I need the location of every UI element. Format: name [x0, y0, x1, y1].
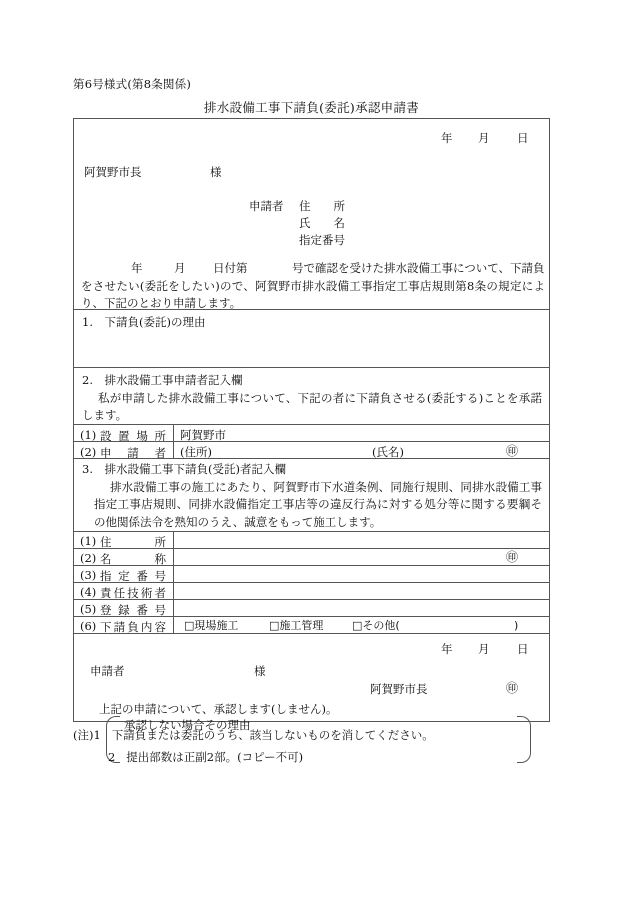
section1-heading: 1. 下請負(委託)の理由 — [82, 315, 206, 329]
s3-row2-value[interactable] — [180, 551, 480, 564]
s3-row2-seal-icon: ㊞ — [506, 550, 519, 564]
checkbox-other-close-paren: ) — [514, 619, 519, 632]
s3-row2-label: 名 称 — [100, 552, 166, 566]
s2-row2-label: 申 請 者 — [100, 446, 166, 460]
divider-section3-top — [74, 458, 549, 459]
s3-row4-number: (4) — [80, 585, 97, 599]
divider-s3-label-column — [173, 531, 174, 616]
approval-mayor-seal-icon: ㊞ — [506, 681, 519, 695]
approval-date-month: 月 — [478, 642, 490, 656]
form-outer-frame — [73, 118, 550, 732]
s2-row2-address-field[interactable]: (住所) — [180, 445, 212, 459]
s2-row1-label: 設 置 場 所 — [100, 429, 166, 443]
applicant-field-designation-number: 指定番号 — [299, 233, 345, 247]
s3-row3-label: 指 定 番 号 — [100, 569, 166, 583]
confirm-month: 月 — [174, 261, 186, 275]
divider-s3-row2-top — [74, 548, 549, 549]
approval-mayor: 阿賀野市長 — [370, 682, 428, 696]
divider-section2-top — [74, 367, 549, 368]
s3-row6-label: 下 請 負 内 容 — [100, 620, 166, 634]
note-2-text: 提出部数は正副2部。(コピー不可) — [126, 750, 304, 764]
s2-row2-seal-icon: ㊞ — [506, 444, 519, 458]
applicant-label: 申請者 — [249, 199, 284, 213]
s3-row5-label: 登 録 番 号 — [100, 603, 166, 617]
divider-section1-top — [74, 309, 549, 310]
approval-applicant-honorific: 様 — [254, 664, 266, 678]
bracket-right-icon — [517, 716, 531, 763]
approval-applicant-label: 申請者 — [90, 664, 125, 678]
header-date-month: 月 — [478, 131, 490, 145]
note-2 — [108, 749, 303, 765]
section2-heading: 2. 排水設備工事申請者記入欄 — [82, 373, 243, 387]
divider-s3-row5-top — [74, 599, 549, 600]
header-date-day: 日 — [517, 131, 529, 145]
checkbox-construction-management-label: 施工管理 — [279, 619, 324, 632]
divider-s2-row2-top — [74, 441, 549, 442]
s3-row3-value[interactable] — [180, 568, 540, 581]
s3-row5-number: (5) — [80, 602, 97, 616]
s3-row4-label: 責 任 技 術 者 — [100, 586, 166, 600]
divider-s3-row4-top — [74, 582, 549, 583]
applicant-field-address: 住 所 — [299, 199, 345, 213]
section2-body: 私が申請した排水設備工事について、下記の者に下請負させる(委託する)ことを承諾します。 — [82, 391, 542, 423]
note-1-marker: (注)1 — [73, 728, 101, 742]
section3-heading: 3. 排水設備工事下請負(受託)者記入欄 — [82, 462, 286, 476]
header-date-year: 年 — [441, 131, 453, 145]
s3-row1-number: (1) — [80, 534, 97, 548]
divider-s3-row6-top — [74, 616, 549, 617]
divider-s3-label-column-row6 — [173, 616, 174, 633]
approval-date-year: 年 — [441, 642, 453, 656]
header-addressee: 阿賀野市長 — [84, 165, 142, 179]
s3-row1-value[interactable] — [180, 534, 540, 547]
applicant-field-name: 氏 名 — [299, 216, 345, 230]
confirm-number-suffix: 号で確認を受けた排水設備工事について、下請負 — [292, 261, 545, 275]
note-1 — [73, 727, 434, 743]
divider-s2-row1-top — [74, 424, 549, 425]
form-code: 第6号様式(第8条関係) — [73, 77, 192, 91]
confirm-year: 年 — [131, 261, 143, 275]
header-addressee-honorific: 様 — [210, 165, 222, 179]
document-title: 排水設備工事下請負(委託)承認申請書 — [203, 100, 420, 115]
checkbox-onsite-construction-box: □ — [184, 619, 195, 632]
s3-row4-value[interactable] — [180, 585, 540, 598]
divider-s3-row1-top — [74, 531, 549, 532]
checkbox-construction-management-box: □ — [269, 619, 280, 632]
note-2-marker: 2 — [108, 750, 116, 764]
confirm-day-number: 日付第 — [213, 261, 248, 275]
s3-row3-number: (3) — [80, 568, 97, 582]
s2-row2-name-field[interactable]: (氏名) — [372, 445, 404, 459]
checkbox-other-label: その他( — [362, 619, 400, 632]
approval-date-day: 日 — [517, 642, 529, 656]
checkbox-onsite-construction[interactable] — [184, 619, 238, 634]
note-1-text: 下請負または委託のうち、該当しないものを消してください。 — [111, 728, 434, 742]
s2-row2-number: (2) — [80, 445, 97, 459]
s3-row6-number: (6) — [80, 619, 97, 633]
section1-reason-input[interactable] — [82, 335, 537, 365]
checkbox-onsite-construction-label: 現場施工 — [194, 619, 239, 632]
header-body-text: をさせたい(委託をしたい)ので、阿賀野市排水設備工事指定工事店規則第8条の規定により、下記のとおり申請します。 — [81, 279, 545, 311]
section3-body: 排水設備工事の施工にあたり、阿賀野市下水道条例、同施行規則、同排水設備工事指定工事店規則、同排水設備指定工事店等の違反行為に対する処分等に関する要綱その他関係法令を熟知のうえ、誠意をもって施工します。 — [94, 480, 542, 529]
s3-row1-label: 住 所 — [100, 535, 166, 549]
s2-row1-number: (1) — [80, 428, 97, 442]
s3-row5-value[interactable] — [180, 602, 540, 615]
s3-row2-number: (2) — [80, 551, 97, 565]
s2-row1-value[interactable]: 阿賀野市 — [180, 428, 226, 442]
divider-approval-top — [74, 633, 549, 634]
checkbox-construction-management[interactable] — [269, 619, 323, 634]
divider-s3-row3-top — [74, 565, 549, 566]
checkbox-other-box: □ — [352, 619, 363, 632]
checkbox-other[interactable] — [352, 619, 400, 634]
approval-reason-label: 承認しない場合その理由 — [124, 718, 251, 732]
approval-statement: 上記の申請について、承認します(しません)。 — [99, 702, 338, 716]
